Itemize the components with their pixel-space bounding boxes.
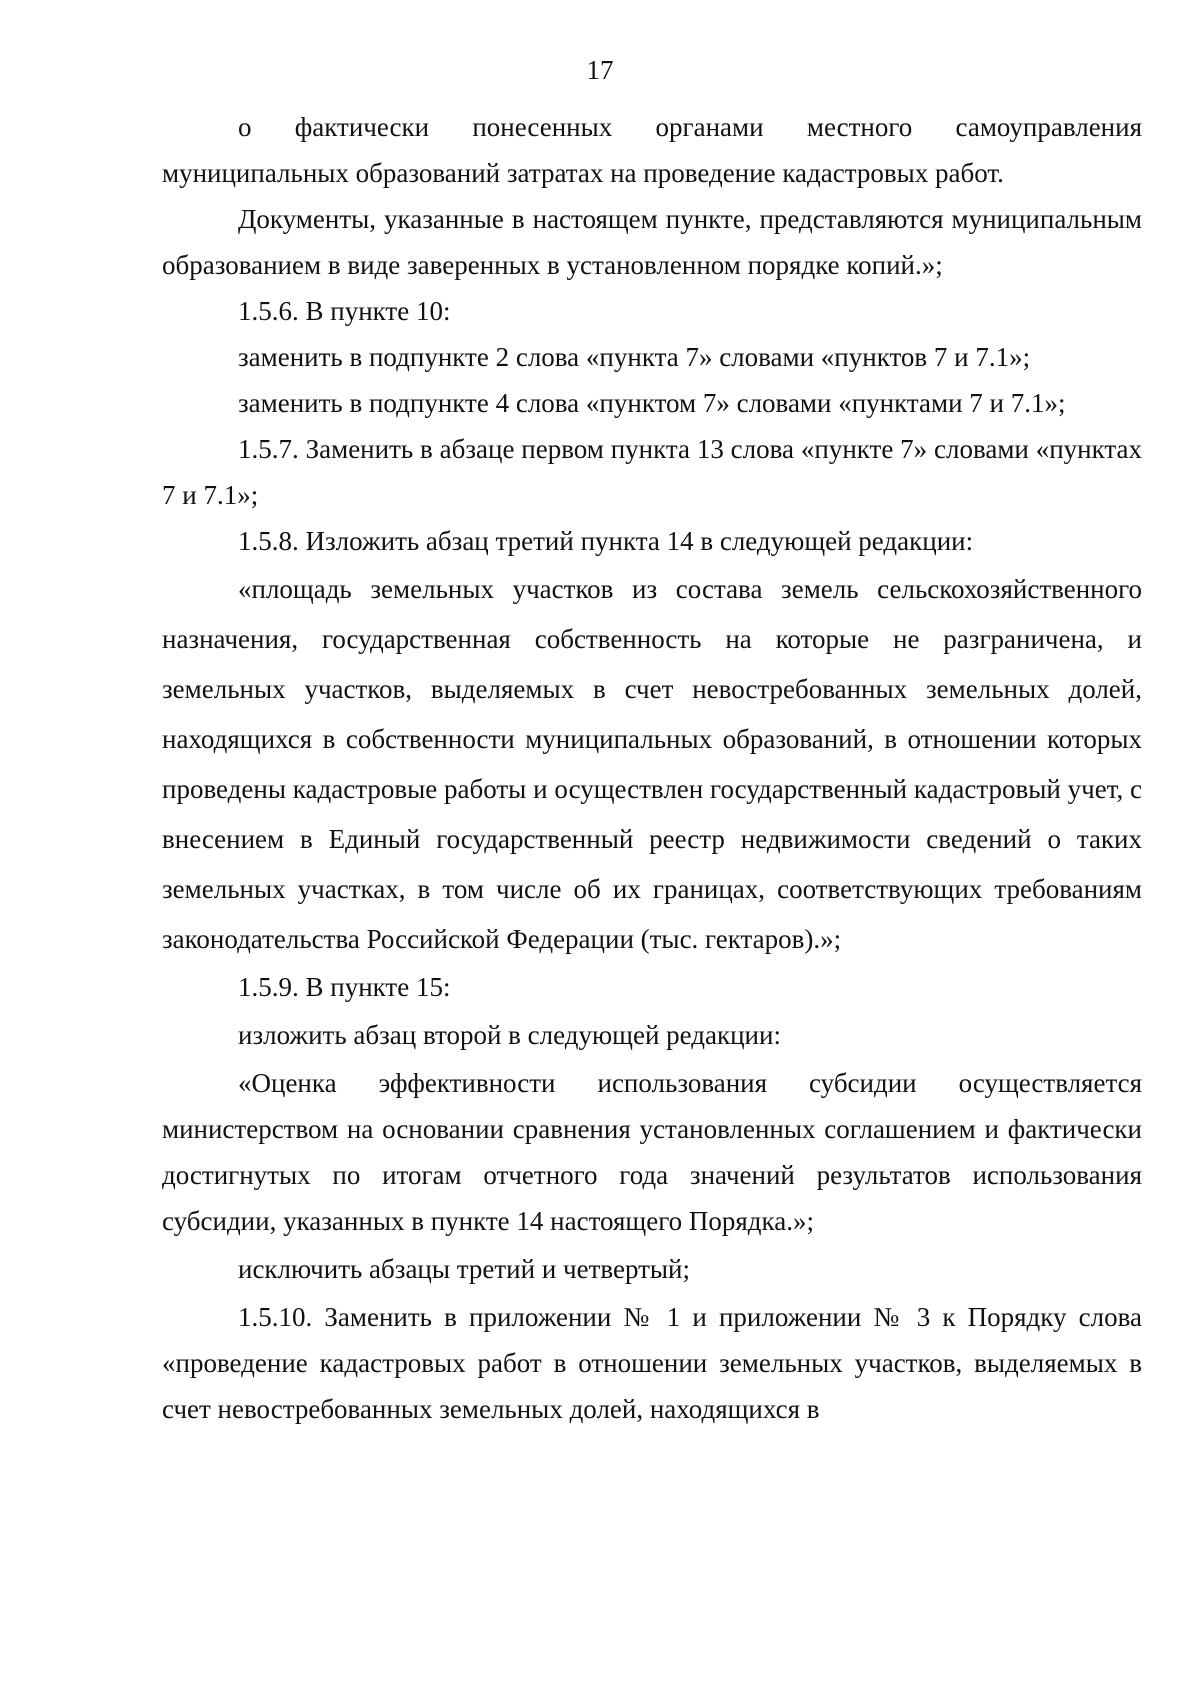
paragraph-1-5-6: 1.5.6. В пункте 10: <box>238 296 451 326</box>
paragraph-second-abzac: изложить абзац второй в следующей редакции: <box>238 1020 781 1050</box>
page-number: 17 <box>586 55 614 85</box>
paragraph-continuation: о фактически понесенных органами местного самоуправления муниципальных образований затратах на проведение кадастровых работ. <box>162 112 1142 188</box>
paragraph-1-5-10: 1.5.10. Заменить в приложении № 1 и приложении № 3 к Порядку слова «проведение кадастровых работ в отношении земельных участков, выделяемых в счет невостребованных земельных долей, находящихся в <box>162 1302 1142 1424</box>
paragraph-exclude: исключить абзацы третий и четвертый; <box>238 1254 690 1284</box>
document-body <box>162 104 1142 1432</box>
paragraph-documents: Документы, указанные в настоящем пункте, представляются муниципальным образованием в виде заверенных в установленном порядке копий.»; <box>162 204 1142 280</box>
paragraph-1-5-9: 1.5.9. В пункте 15: <box>238 972 451 1002</box>
paragraph-replace-subitem-4: заменить в подпункте 4 слова «пунктом 7» словами «пунктами 7 и 7.1»; <box>238 388 1066 418</box>
paragraph-efficiency: «Оценка эффективности использования субсидии осуществляется министерством на основании сравнения установленных соглашением и фактически достигнутых по итогам отчетного года значений результатов использования субсидии, указанных в пункте 14 настоящего Порядка.»; <box>162 1068 1142 1236</box>
paragraph-1-5-7: 1.5.7. Заменить в абзаце первом пункта 13 слова «пункте 7» словами «пунктах 7 и 7.1»; <box>162 434 1142 510</box>
paragraph-area-definition: «площадь земельных участков из состава земель сельскохозяйственного назначения, государственная собственность на которые не разграничена, и земельных участков, выделяемых в счет невостребованных земельных долей, находящихся в собственности муниципальных образований, в отношении которых проведены кадастровые работы и осуществлен государственный кадастровый учет, с внесением в Единый государственный реестр недвижимости сведений о таких земельных участках, в том числе об их границах, соответствующих требованиям законодательства Российской Федерации (тыс. гектаров).»; <box>162 574 1142 954</box>
paragraph-1-5-8: 1.5.8. Изложить абзац третий пункта 14 в следующей редакции: <box>238 526 974 556</box>
paragraph-replace-subitem-2: заменить в подпункте 2 слова «пункта 7» словами «пунктов 7 и 7.1»; <box>238 342 1031 372</box>
